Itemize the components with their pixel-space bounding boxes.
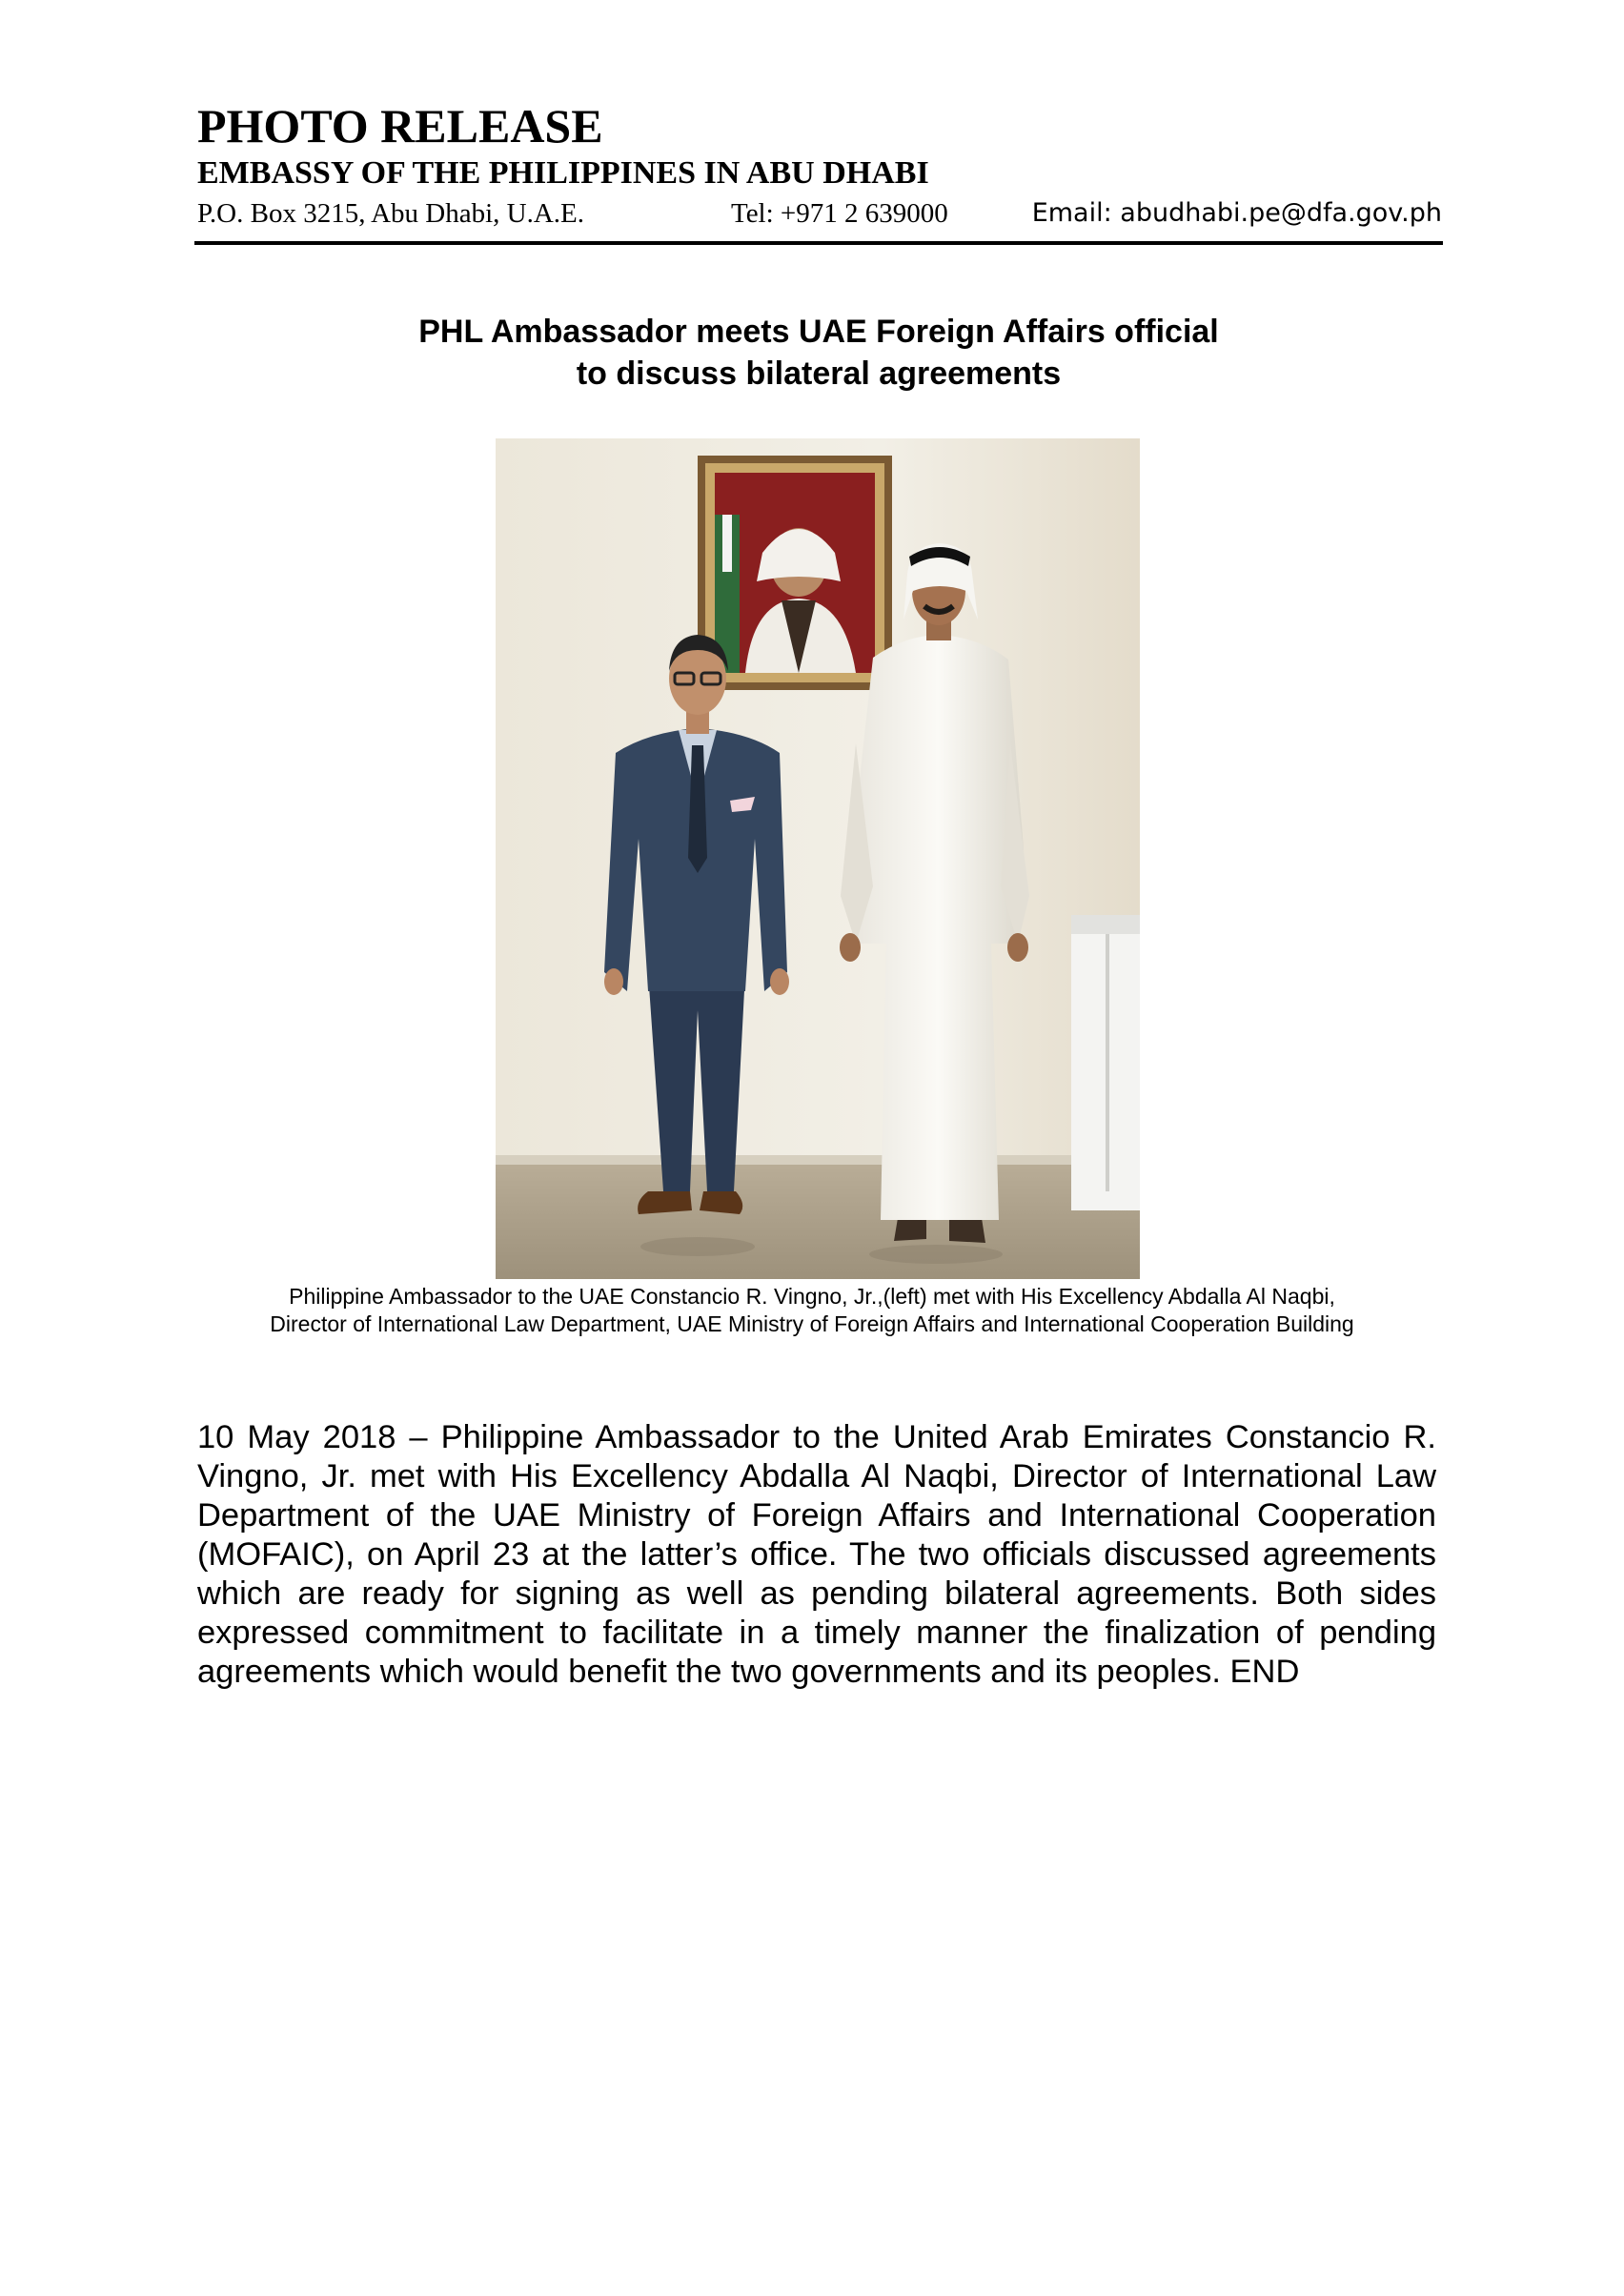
header-divider xyxy=(194,241,1443,245)
letterhead xyxy=(197,99,1442,233)
caption-line-1: Philippine Ambassador to the UAE Constancio R. Vingno, Jr.,(left) met with His Excellency Abdalla Al Naqbi, xyxy=(289,1284,1335,1309)
embassy-name: EMBASSY OF THE PHILIPPINES IN ABU DHABI xyxy=(197,155,929,191)
email-address: Email: abudhabi.pe@dfa.gov.ph xyxy=(1031,198,1442,228)
document-title: PHOTO RELEASE xyxy=(197,99,603,152)
office-cabinet xyxy=(1071,915,1140,1210)
telephone: Tel: +971 2 639000 xyxy=(731,198,948,229)
contact-line xyxy=(197,194,1442,233)
photo-caption xyxy=(143,1283,1481,1338)
headline-line-1: PHL Ambassador meets UAE Foreign Affairs official xyxy=(418,314,1219,350)
postal-address: P.O. Box 3215, Abu Dhabi, U.A.E. xyxy=(197,198,585,229)
release-body: 10 May 2018 – Philippine Ambassador to the United Arab Emirates Constancio R. Vingno, Jr. met with His Excellency Abdalla Al Naqbi, Director of International Law Department of the UAE Ministry of Foreign Affairs and International Cooperation (MOFAIC), on April 23 at the latter’s office. The two officials discussed agreements which are ready for signing as well as pending bilateral agreements. Both sides expressed commitment to facilitate in a timely manner the finalization of pending agreements which would benefit the two governments and its peoples. END xyxy=(197,1419,1436,1690)
event-photo xyxy=(496,438,1140,1279)
headline xyxy=(194,311,1443,395)
headline-line-2: to discuss bilateral agreements xyxy=(576,356,1062,392)
caption-line-2: Director of International Law Department, UAE Ministry of Foreign Affairs and International Cooperation Building xyxy=(270,1311,1354,1336)
photo-illustration xyxy=(496,438,1140,1279)
framed-portrait xyxy=(698,456,892,690)
